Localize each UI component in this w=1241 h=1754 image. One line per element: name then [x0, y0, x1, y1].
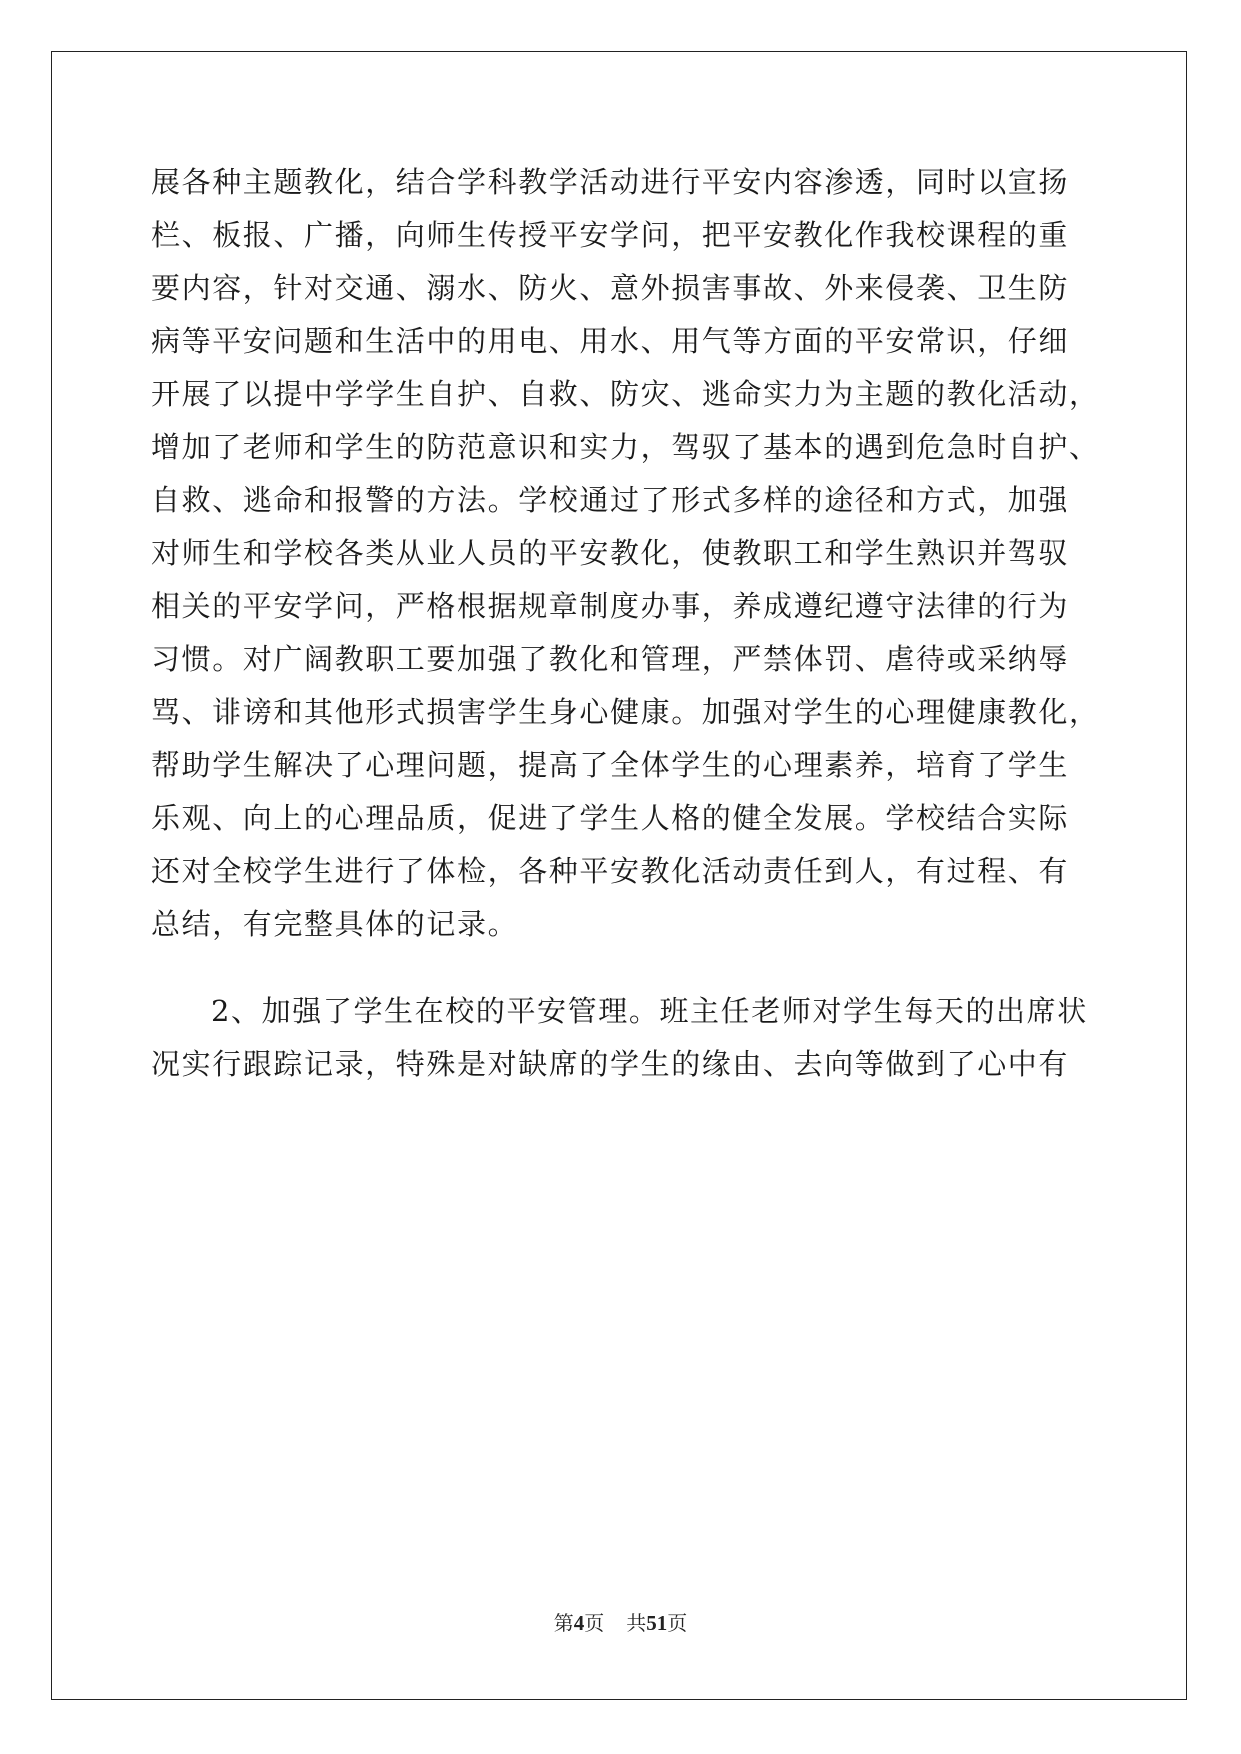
text-line: 骂、诽谤和其他形式损害学生身心健康。加强对学生的心理健康教化， — [151, 695, 1100, 729]
total-pages: 51 — [646, 1611, 668, 1635]
paragraph-1 — [151, 156, 1100, 951]
text-line: 病等平安问题和生活中的用电、用水、用气等方面的平安常识，仔细 — [151, 324, 1070, 358]
text-line: 栏、板报、广播，向师生传授平安学问，把平安教化作我校课程的重 — [151, 218, 1070, 252]
text-line: 习惯。对广阔教职工要加强了教化和管理，严禁体罚、虐待或采纳辱 — [151, 642, 1070, 676]
total-prefix: 共 — [626, 1613, 647, 1635]
text-line: 要内容，针对交通、溺水、防火、意外损害事故、外来侵袭、卫生防 — [151, 271, 1070, 305]
paragraph-spacer — [151, 951, 1091, 985]
text-line: 相关的平安学问，严格根据规章制度办事，养成遵纪遵守法律的行为 — [151, 589, 1070, 623]
text-line: 展各种主题教化，结合学科教学活动进行平安内容渗透，同时以宣扬 — [151, 165, 1070, 199]
text-line: 增加了老师和学生的防范意识和实力，驾驭了基本的遇到危急时自护、 — [151, 430, 1100, 464]
text-line: 自救、逃命和报警的方法。学校通过了形式多样的途径和方式，加强 — [151, 483, 1070, 517]
page-footer — [0, 1607, 1241, 1636]
text-line: 2、加强了学生在校的平安管理。班主任老师对学生每天的出席状 — [211, 994, 1088, 1028]
document-body — [151, 156, 1100, 1091]
page-number: 4 — [573, 1611, 585, 1635]
text-line: 对师生和学校各类从业人员的平安教化，使教职工和学生熟识并驾驭 — [151, 536, 1070, 570]
paragraph-2 — [151, 985, 1091, 1091]
page-suffix: 页 — [584, 1613, 605, 1635]
text-line: 帮助学生解决了心理问题，提高了全体学生的心理素养，培育了学生 — [151, 748, 1070, 782]
text-line: 还对全校学生进行了体检，各种平安教化活动责任到人，有过程、有 — [151, 854, 1070, 888]
text-line: 况实行跟踪记录，特殊是对缺席的学生的缘由、去向等做到了心中有 — [151, 1047, 1070, 1081]
text-line: 开展了以提中学学生自护、自救、防灾、逃命实力为主题的教化活动， — [151, 377, 1100, 411]
text-line: 乐观、向上的心理品质，促进了学生人格的健全发展。学校结合实际 — [151, 801, 1070, 835]
total-suffix: 页 — [667, 1613, 688, 1635]
text-line: 总结，有完整具体的记录。 — [151, 907, 519, 941]
page-prefix: 第 — [553, 1613, 574, 1635]
